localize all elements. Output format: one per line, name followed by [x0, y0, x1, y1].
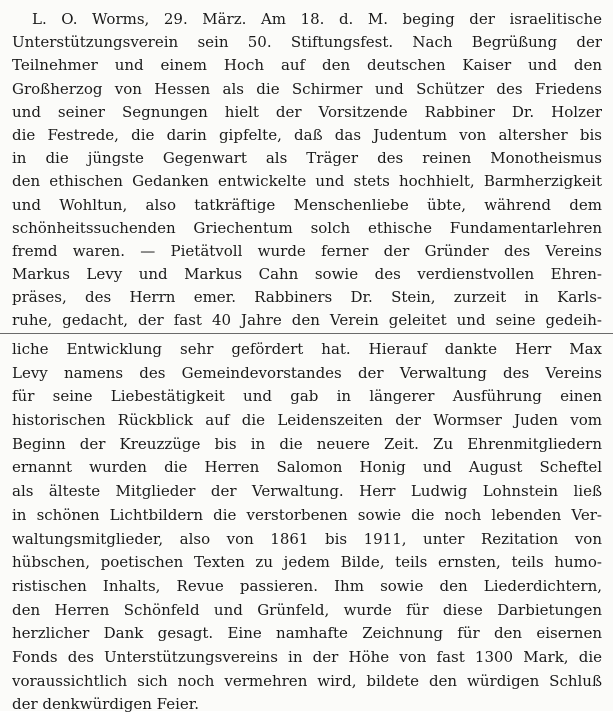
article-line: Fonds des Unterstützungsvereins in der Höhe von fast 1300 Mark, die: [12, 647, 602, 666]
article-line: für seine Liebestätigkeit und gab in längerer Ausführung einen: [12, 387, 602, 406]
article-block-lower: [12, 338, 602, 717]
article-line: als älteste Mitglieder der Verwaltung. Herr Ludwig Lohnstein ließ: [12, 482, 602, 501]
article-line: Teilnehmer und einem Hoch auf den deutschen Kaiser und den: [12, 56, 602, 75]
article-line: herzlicher Dank gesagt. Eine namhafte Zeichnung für den eisernen: [12, 624, 602, 643]
article-line: Levy namens des Gemeindevorstandes der Verwaltung des Vereins: [12, 363, 602, 382]
article-line: Großherzog von Hessen als die Schirmer und Schützer des Friedens: [12, 79, 602, 98]
article-line: Beginn der Kreuzzüge bis in die neuere Zeit. Zu Ehrenmitgliedern: [12, 434, 602, 453]
article-line: fremd waren. — Pietätvoll wurde ferner der Gründer des Vereins: [12, 241, 602, 260]
article-block-upper: [12, 8, 602, 333]
article-line: der denkwürdigen Feier.: [12, 695, 200, 714]
article-line: ruhe, gedacht, der fast 40 Jahre den Verein geleitet und seine gedeih-: [12, 311, 602, 330]
article-line: schönheitssuchenden Griechentum solch ethische Fundamentarlehren: [12, 218, 602, 237]
article-line: Markus Levy und Markus Cahn sowie des verdienstvollen Ehren-: [12, 265, 602, 284]
article-line: hübschen, poetischen Texten zu jedem Bilde, teils ernsten, teils humo-: [12, 553, 602, 572]
article-line: waltungsmitglieder, also von 1861 bis 1911, unter Rezitation von: [12, 529, 602, 548]
article-line: ernannt wurden die Herren Salomon Honig und August Scheftel: [12, 458, 602, 477]
article-line: und seiner Segnungen hielt der Vorsitzende Rabbiner Dr. Holzer: [12, 102, 602, 121]
article-line: historischen Rückblick auf die Leidenszeiten der Wormser Juden vom: [12, 411, 602, 430]
article-line: in die jüngste Gegenwart als Träger des reinen Monotheismus: [12, 149, 602, 168]
article-line: den Herren Schönfeld und Grünfeld, wurde für diese Darbietungen: [12, 600, 602, 619]
fold-line: [0, 333, 613, 334]
article-line: und Wohltun, also tatkräftige Menschenliebe übte, während dem: [12, 195, 602, 214]
article-line: präses, des Herrn emer. Rabbiners Dr. Stein, zurzeit in Karls-: [12, 288, 602, 307]
article-line: voraussichtlich sich noch vermehren wird, bildete den würdigen Schluß: [12, 671, 602, 690]
article-line: L. O. Worms, 29. März. Am 18. d. M. beging der israelitische: [32, 10, 602, 28]
article-line: liche Entwicklung sehr gefördert hat. Hierauf dankte Herr Max: [12, 340, 602, 358]
article-line: den ethischen Gedanken entwickelte und stets hochhielt, Barmherzigkeit: [12, 172, 602, 191]
article-line: in schönen Lichtbildern die verstorbenen sowie die noch lebenden Ver-: [12, 505, 602, 524]
article-line: ristischen Inhalts, Revue passieren. Ihm sowie den Liederdichtern,: [12, 576, 602, 595]
article-line: Unterstützungsverein sein 50. Stiftungsfest. Nach Begrüßung der: [12, 33, 602, 52]
article-line: die Festrede, die darin gipfelte, daß das Judentum von altersher bis: [12, 125, 602, 144]
